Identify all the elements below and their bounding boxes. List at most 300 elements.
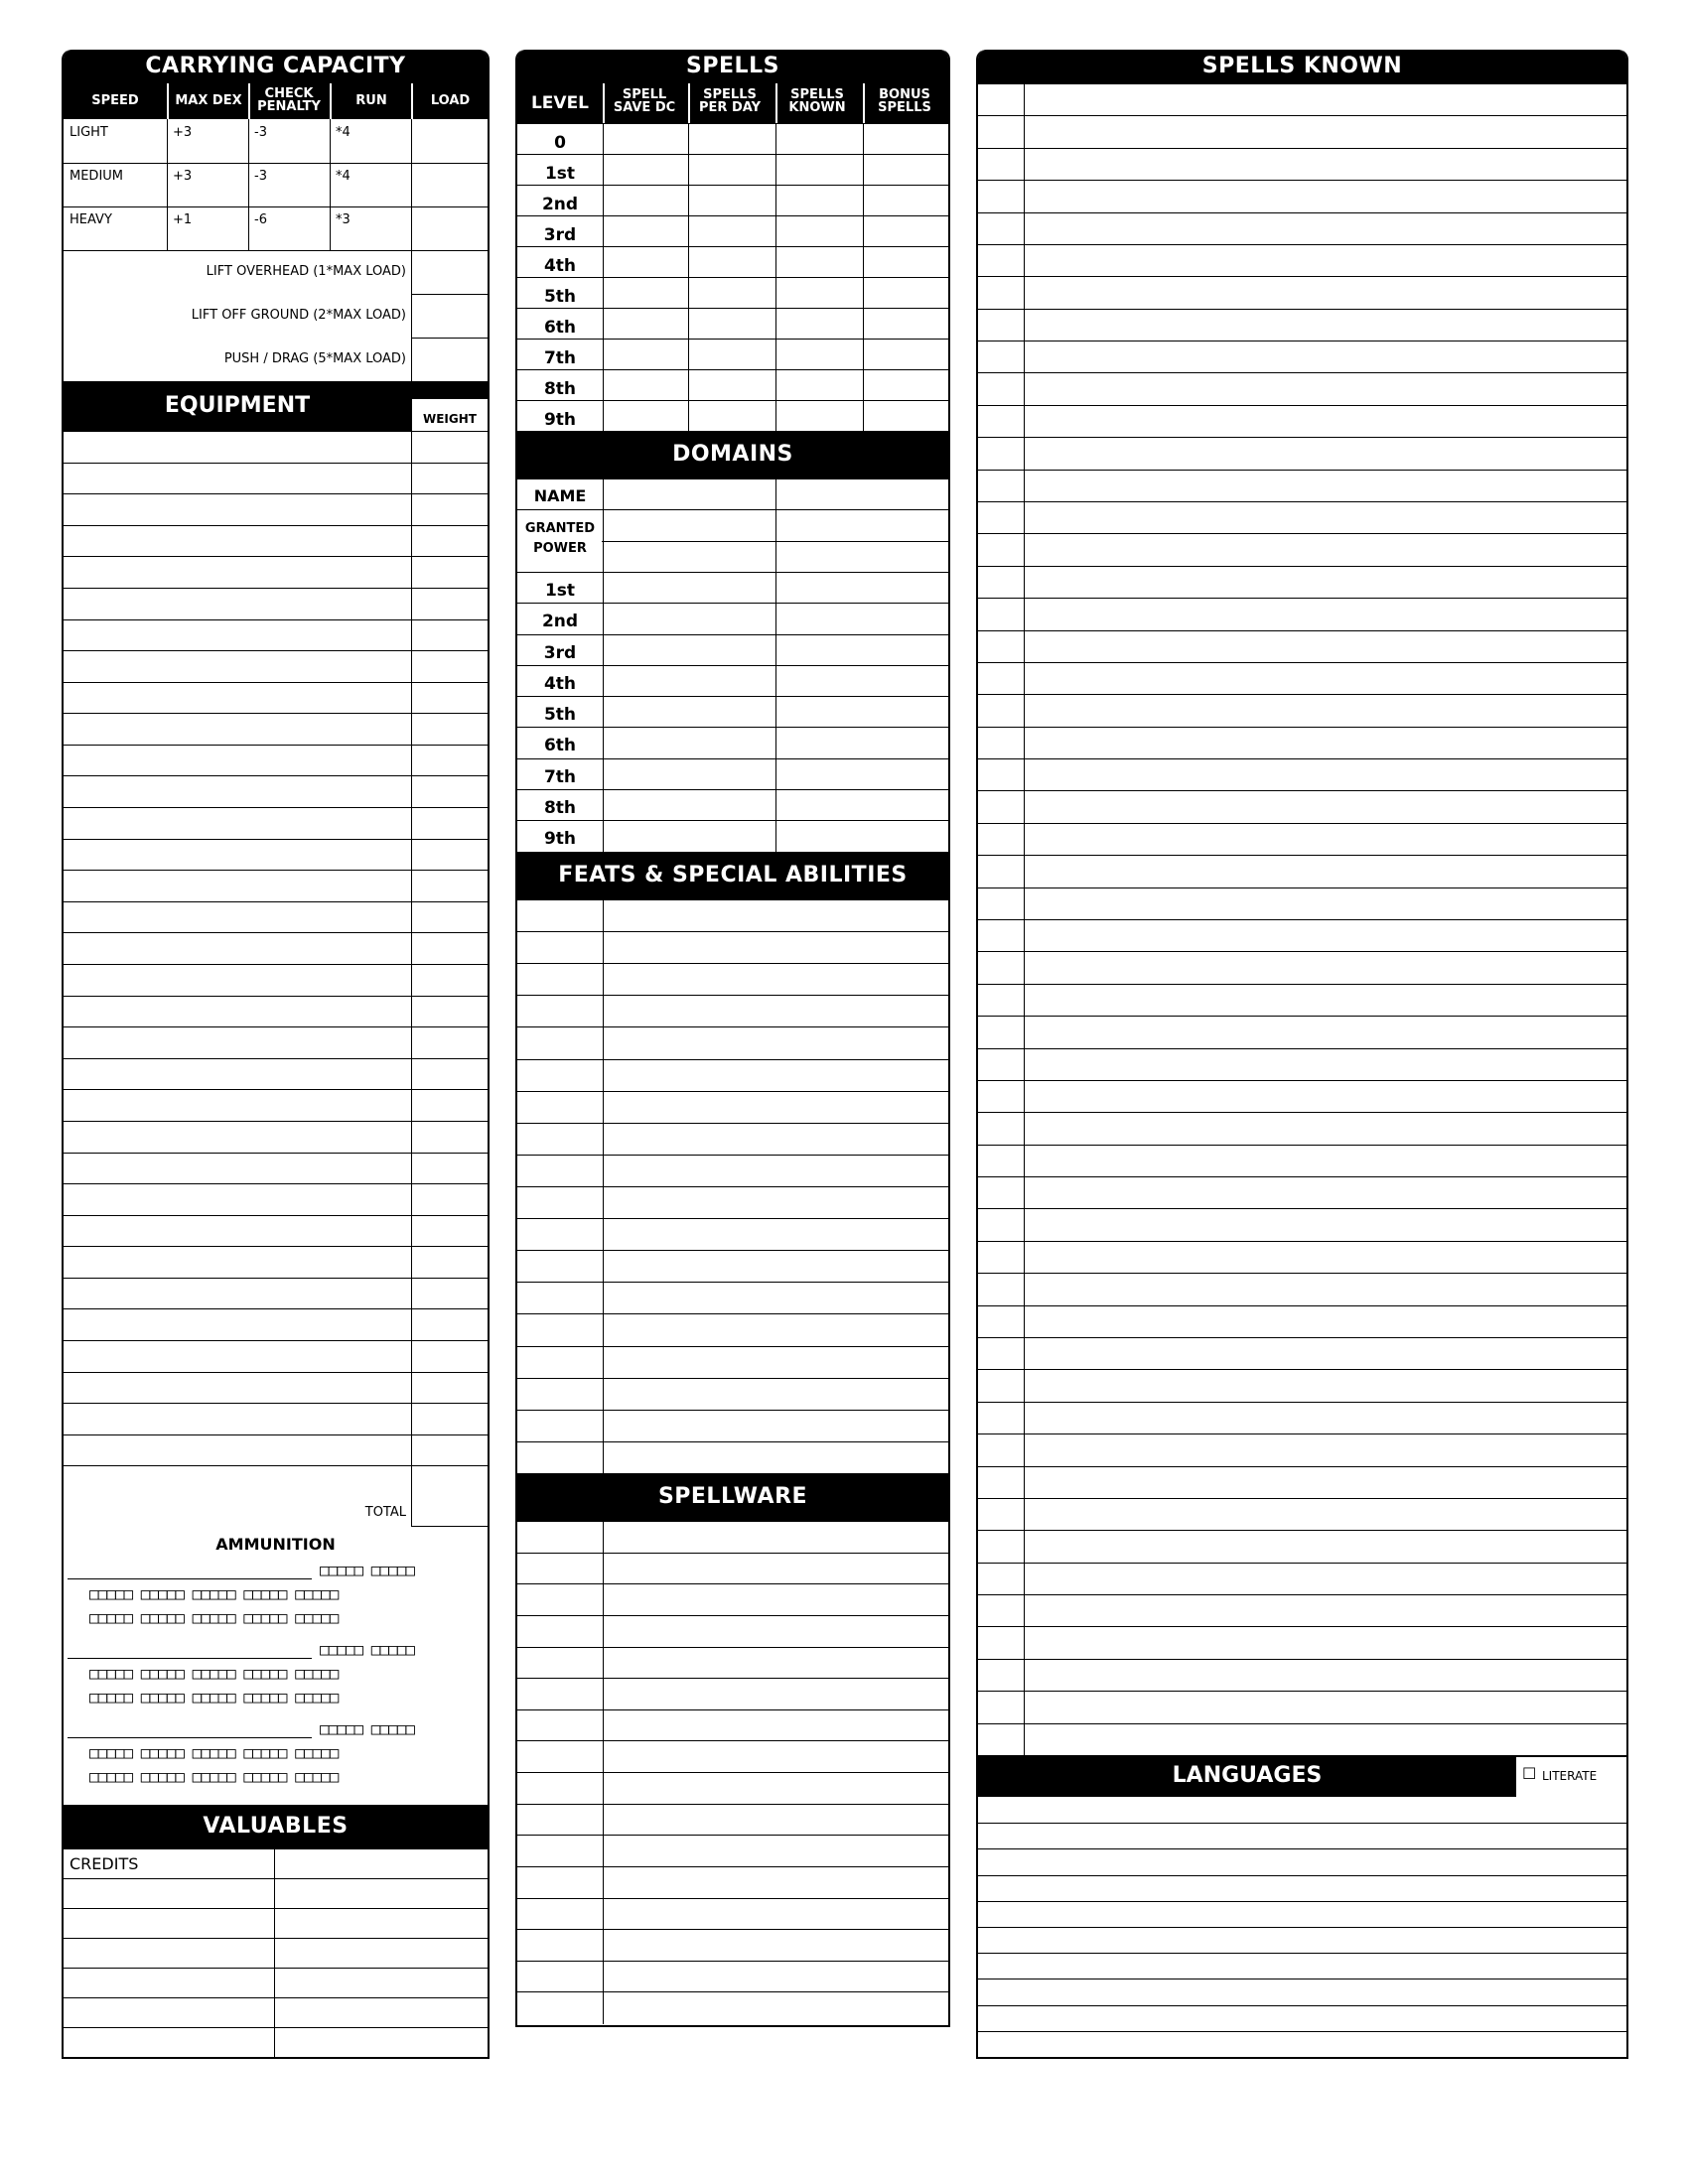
load-light-field[interactable] — [413, 121, 488, 163]
cell-divider — [775, 401, 776, 432]
feat-row[interactable] — [517, 1282, 948, 1313]
cell-divider — [775, 604, 776, 634]
load-heavy-field[interactable] — [413, 208, 488, 250]
spellware-row[interactable] — [517, 1866, 948, 1898]
ammo-name-line[interactable] — [68, 1578, 312, 1579]
cell-divider — [411, 1090, 412, 1122]
spellware-row[interactable] — [517, 1961, 948, 1992]
cell-divider — [411, 1184, 412, 1216]
spells-known-row[interactable] — [978, 855, 1626, 887]
feat-row[interactable] — [517, 1441, 948, 1473]
cell-divider — [1024, 406, 1025, 438]
ammo-boxes-short[interactable]: □□□□□ □□□□□ — [320, 1640, 414, 1659]
cell-divider — [603, 1187, 604, 1219]
cell-divider — [603, 401, 604, 432]
domain-name-label: NAME — [533, 486, 587, 505]
feat-row[interactable] — [517, 1123, 948, 1155]
cell-divider — [603, 1124, 604, 1156]
cell-divider — [411, 808, 412, 840]
cell-divider — [603, 1584, 604, 1616]
spell-level-label: 1st — [544, 164, 576, 184]
spells-known-row[interactable] — [978, 598, 1626, 629]
spells-known-row[interactable] — [978, 790, 1626, 822]
valuables-title: VALUABLES — [64, 1805, 488, 1848]
spellware-row[interactable] — [517, 1991, 948, 2023]
cell-divider — [775, 478, 776, 509]
spells-known-row[interactable] — [978, 1433, 1626, 1465]
cell-divider — [688, 340, 689, 370]
cell-divider — [1024, 373, 1025, 405]
spells-known-row[interactable] — [978, 951, 1626, 983]
domain-level-label: 3rd — [543, 642, 577, 663]
cell-divider — [411, 1466, 412, 1498]
equipment-row[interactable] — [64, 1153, 488, 1184]
cell-divider — [1024, 985, 1025, 1017]
ammo-boxes-row[interactable]: □□□□□ □□□□□ □□□□□ □□□□□ □□□□□ — [89, 1688, 339, 1706]
cell-divider — [775, 728, 776, 758]
cell-divider — [274, 1909, 275, 1939]
cell-divider — [1024, 1338, 1025, 1370]
equipment-row[interactable] — [64, 1340, 488, 1372]
spells-known-row[interactable] — [978, 148, 1626, 180]
language-row[interactable] — [978, 1979, 1626, 2004]
cell-divider — [1024, 1274, 1025, 1305]
cell-divider — [603, 1251, 604, 1283]
cell-divider — [775, 790, 776, 821]
spells-known-row[interactable] — [978, 1723, 1626, 1755]
spells-known-row[interactable] — [978, 823, 1626, 855]
cell-divider — [1024, 181, 1025, 212]
equipment-row[interactable] — [64, 713, 488, 745]
spells-known-list — [978, 83, 1626, 1755]
languages-title: LANGUAGES — [1172, 1763, 1323, 1788]
language-row[interactable] — [978, 1797, 1626, 1823]
cell-divider — [411, 1027, 412, 1059]
spells-known-row[interactable] — [978, 1016, 1626, 1047]
header-spell-save-dc: SPELL SAVE DC — [613, 87, 676, 115]
cell-divider — [1024, 567, 1025, 599]
header-divider — [411, 83, 413, 119]
header-bonus-spells: BONUS SPELLS — [878, 87, 931, 115]
spells-known-row[interactable] — [978, 1594, 1626, 1626]
cell-divider — [603, 1616, 604, 1648]
spells-known-row[interactable] — [978, 1530, 1626, 1562]
run-medium: *4 — [336, 169, 351, 184]
spells-known-row[interactable] — [978, 1176, 1626, 1208]
spellware-row[interactable] — [517, 1615, 948, 1647]
ammunition-title: AMMUNITION — [215, 1535, 336, 1554]
valuables-row[interactable] — [64, 1878, 488, 1908]
cell-divider — [411, 1154, 412, 1185]
cell-divider — [1024, 1724, 1025, 1756]
max-dex-heavy: +1 — [173, 212, 193, 227]
equipment-row[interactable] — [64, 431, 488, 463]
header-spells-per-day: SPELLS PER DAY — [699, 87, 761, 115]
spells-known-row[interactable] — [978, 919, 1626, 951]
domain-level-label: 2nd — [541, 612, 579, 632]
equipment-row[interactable] — [64, 493, 488, 525]
cell-divider — [411, 871, 412, 902]
valuables-row[interactable] — [64, 1908, 488, 1938]
equipment-row[interactable] — [64, 775, 488, 807]
cell-divider — [411, 746, 412, 777]
equipment-row[interactable] — [64, 1215, 488, 1247]
spellware-list — [517, 1521, 948, 2023]
spells-known-row[interactable] — [978, 276, 1626, 308]
push-drag-field[interactable] — [413, 340, 488, 381]
cell-divider — [1024, 663, 1025, 695]
cell-divider — [863, 309, 864, 340]
feat-row[interactable] — [517, 995, 948, 1026]
spells-known-row[interactable] — [978, 1659, 1626, 1691]
cell-divider — [1024, 1467, 1025, 1499]
equipment-row[interactable] — [64, 1465, 488, 1497]
cell-divider — [411, 965, 412, 997]
spells-known-row[interactable] — [978, 83, 1626, 115]
cell-divider — [603, 900, 604, 932]
spells-known-row[interactable] — [978, 630, 1626, 662]
spells-known-row[interactable] — [978, 984, 1626, 1016]
cell-divider — [688, 370, 689, 401]
cell-divider — [411, 1059, 412, 1091]
cell-divider — [603, 1899, 604, 1931]
equipment-row[interactable] — [64, 1183, 488, 1215]
cell-divider — [1024, 149, 1025, 181]
spellware-row[interactable] — [517, 1740, 948, 1772]
language-row[interactable] — [978, 2005, 1626, 2031]
spells-known-row[interactable] — [978, 115, 1626, 147]
language-row[interactable] — [978, 1927, 1626, 1953]
spellware-row[interactable] — [517, 1772, 948, 1804]
cell-divider — [603, 124, 604, 155]
ammo-boxes-row[interactable]: □□□□□ □□□□□ □□□□□ □□□□□ □□□□□ — [89, 1608, 339, 1627]
spellware-row[interactable] — [517, 1835, 948, 1866]
header-run: RUN — [355, 93, 387, 108]
ammo-boxes-row[interactable]: □□□□□ □□□□□ □□□□□ □□□□□ □□□□□ — [89, 1664, 339, 1683]
spells-known-row[interactable] — [978, 1369, 1626, 1401]
spells-known-row[interactable] — [978, 1498, 1626, 1530]
header-divider — [248, 83, 250, 119]
max-dex-medium: +3 — [173, 169, 193, 184]
spells-known-row[interactable] — [978, 1337, 1626, 1369]
equipment-row[interactable] — [64, 901, 488, 933]
equipment-row[interactable] — [64, 932, 488, 964]
cell-divider — [411, 1216, 412, 1248]
equipment-total-label: TOTAL — [364, 1505, 406, 1520]
feat-row[interactable] — [517, 899, 948, 931]
equipment-row[interactable] — [64, 745, 488, 776]
cell-divider — [603, 186, 604, 216]
spells-known-row[interactable] — [978, 501, 1626, 533]
cell-divider — [1024, 1242, 1025, 1274]
spells-known-row[interactable] — [978, 1241, 1626, 1273]
feat-row[interactable] — [517, 1186, 948, 1218]
cell-divider — [688, 309, 689, 340]
spells-title: SPELLS — [517, 50, 948, 83]
spells-known-row[interactable] — [978, 694, 1626, 726]
language-row[interactable] — [978, 1875, 1626, 1901]
cell-divider — [1024, 1017, 1025, 1048]
cell-divider — [863, 216, 864, 247]
cell-divider — [411, 1122, 412, 1154]
cell-divider — [603, 573, 604, 604]
spells-known-row[interactable] — [978, 1080, 1626, 1112]
cell-divider — [1024, 952, 1025, 984]
header-spells-known: SPELLS KNOWN — [788, 87, 846, 115]
feat-row[interactable] — [517, 1059, 948, 1091]
cell-divider — [603, 1092, 604, 1124]
cell-divider — [1024, 1403, 1025, 1434]
cell-divider — [863, 247, 864, 278]
domain-level-label: 1st — [544, 580, 576, 601]
spells-known-row[interactable] — [978, 180, 1626, 211]
equipment-row[interactable] — [64, 1089, 488, 1121]
feat-row[interactable] — [517, 1250, 948, 1282]
language-row[interactable] — [978, 1901, 1626, 1927]
cell-divider — [1024, 1113, 1025, 1145]
equipment-row[interactable] — [64, 996, 488, 1027]
feat-row[interactable] — [517, 1410, 948, 1441]
language-row[interactable] — [978, 2031, 1626, 2057]
feat-row[interactable] — [517, 1091, 948, 1123]
domain-top-rule — [517, 478, 948, 479]
cell-divider — [603, 1379, 604, 1411]
equipment-row[interactable] — [64, 525, 488, 557]
cell-divider — [603, 1314, 604, 1346]
equipment-row[interactable] — [64, 807, 488, 839]
spellware-row[interactable] — [517, 1678, 948, 1709]
equipment-row[interactable] — [64, 870, 488, 901]
cell-divider — [603, 1867, 604, 1899]
spellware-row[interactable] — [517, 1583, 948, 1615]
cell-divider — [603, 635, 604, 666]
cell-divider — [603, 309, 604, 340]
header-max-dex: MAX DEX — [175, 93, 242, 108]
cell-divider — [411, 620, 412, 652]
feat-row[interactable] — [517, 963, 948, 995]
cell-divider — [603, 759, 604, 790]
valuables-row[interactable] — [64, 1968, 488, 1997]
spell-level-label: 2nd — [541, 195, 579, 214]
cell-divider — [603, 1773, 604, 1805]
spells-known-row[interactable] — [978, 405, 1626, 437]
equipment-row[interactable] — [64, 650, 488, 682]
language-row[interactable] — [978, 1848, 1626, 1874]
equipment-row[interactable] — [64, 1308, 488, 1340]
cell-divider — [603, 510, 604, 541]
spells-known-row[interactable] — [978, 372, 1626, 404]
spells-known-row[interactable] — [978, 758, 1626, 790]
spellware-row[interactable] — [517, 1647, 948, 1679]
cell-divider — [411, 1435, 412, 1467]
equipment-row[interactable] — [64, 556, 488, 588]
cell-divider — [1024, 471, 1025, 502]
cell-divider — [603, 1554, 604, 1585]
cell-divider — [1024, 759, 1025, 791]
domain-level-label: 5th — [543, 705, 577, 726]
cell-divider — [603, 1060, 604, 1092]
spells-known-row[interactable] — [978, 212, 1626, 244]
cell-divider — [775, 510, 776, 541]
cell-divider — [411, 902, 412, 934]
cell-divider — [411, 1373, 412, 1405]
ammo-name-line[interactable] — [68, 1737, 312, 1738]
cell-divider — [411, 1247, 412, 1279]
feat-row[interactable] — [517, 1378, 948, 1410]
feat-row[interactable] — [517, 1346, 948, 1378]
cell-divider — [1024, 277, 1025, 309]
cell-divider — [1024, 728, 1025, 759]
equipment-row[interactable] — [64, 682, 488, 714]
cell-divider — [775, 309, 776, 340]
equipment-row[interactable] — [64, 1403, 488, 1434]
left-column — [62, 50, 490, 2059]
spellware-row[interactable] — [517, 1929, 948, 1961]
speed-heavy: HEAVY — [70, 212, 112, 227]
spells-known-row[interactable] — [978, 533, 1626, 565]
ammo-boxes-row[interactable]: □□□□□ □□□□□ □□□□□ □□□□□ □□□□□ — [89, 1767, 339, 1786]
feats-title: FEATS & SPECIAL ABILITIES — [517, 852, 948, 899]
cell-divider — [1024, 1595, 1025, 1627]
spells-known-row[interactable] — [978, 341, 1626, 372]
ammo-boxes-row[interactable]: □□□□□ □□□□□ □□□□□ □□□□□ □□□□□ — [89, 1584, 339, 1603]
spells-known-row[interactable] — [978, 1563, 1626, 1594]
language-row[interactable] — [978, 1953, 1626, 1979]
cell-divider — [603, 666, 604, 697]
spellware-row[interactable] — [517, 1804, 948, 1836]
spells-known-row[interactable] — [978, 887, 1626, 919]
cell-divider — [863, 278, 864, 309]
ammo-boxes-row[interactable]: □□□□□ □□□□□ □□□□□ □□□□□ □□□□□ — [89, 1743, 339, 1762]
cell-divider — [1024, 1660, 1025, 1692]
cell-divider — [1024, 1434, 1025, 1466]
cell-divider — [603, 1741, 604, 1773]
cell-divider — [603, 1710, 604, 1742]
valuables-row[interactable] — [64, 1997, 488, 2027]
equipment-row[interactable] — [64, 964, 488, 996]
equipment-row[interactable] — [64, 619, 488, 651]
spells-known-row[interactable] — [978, 1305, 1626, 1337]
spells-known-row[interactable] — [978, 309, 1626, 341]
cell-divider — [411, 464, 412, 495]
spells-known-row[interactable] — [978, 244, 1626, 276]
domains-title: DOMAINS — [517, 431, 948, 478]
spellware-row[interactable] — [517, 1709, 948, 1741]
spell-level-label: 3rd — [543, 225, 577, 245]
language-row[interactable] — [978, 1823, 1626, 1848]
ammo-boxes-short[interactable]: □□□□□ □□□□□ — [320, 1719, 414, 1738]
spells-known-row[interactable] — [978, 1273, 1626, 1304]
feat-row[interactable] — [517, 1026, 948, 1058]
spells-known-row[interactable] — [978, 662, 1626, 694]
equipment-row[interactable] — [64, 1278, 488, 1309]
literate-checkbox-cell[interactable] — [1516, 1757, 1626, 1797]
cell-divider — [411, 714, 412, 746]
spells-known-row[interactable] — [978, 1691, 1626, 1722]
check-penalty-medium: -3 — [254, 169, 267, 184]
cell-divider — [775, 278, 776, 309]
spells-known-row[interactable] — [978, 727, 1626, 758]
literate-checkbox-icon[interactable]: ☐ — [1522, 1764, 1537, 1783]
domain-level-label: 6th — [543, 736, 577, 756]
spells-known-row[interactable] — [978, 1112, 1626, 1144]
valuables-list — [64, 1848, 488, 2057]
cell-divider — [775, 155, 776, 186]
cell-divider — [603, 1679, 604, 1710]
cell-divider — [603, 1027, 604, 1059]
cell-divider — [1024, 856, 1025, 887]
lift-off-ground-field[interactable] — [413, 296, 488, 338]
lift-overhead-field[interactable] — [413, 252, 488, 294]
feat-row[interactable] — [517, 1218, 948, 1250]
equipment-row[interactable] — [64, 839, 488, 871]
cell-divider — [1024, 888, 1025, 920]
cell-divider — [1024, 1049, 1025, 1081]
cell-divider — [603, 1156, 604, 1187]
domain-level-label: 8th — [543, 798, 577, 818]
equipment-row[interactable] — [64, 1434, 488, 1466]
cell-divider — [1024, 1370, 1025, 1402]
spells-known-row[interactable] — [978, 1208, 1626, 1240]
cell-divider — [775, 124, 776, 155]
max-dex-light: +3 — [173, 125, 193, 140]
equipment-row[interactable] — [64, 1026, 488, 1058]
header-divider — [167, 83, 169, 119]
cell-divider — [603, 247, 604, 278]
spells-known-row[interactable] — [978, 1145, 1626, 1176]
spells-known-row[interactable] — [978, 1626, 1626, 1658]
feat-row[interactable] — [517, 1313, 948, 1345]
equipment-row[interactable] — [64, 1058, 488, 1090]
valuables-row[interactable] — [64, 1938, 488, 1968]
cell-divider — [603, 370, 604, 401]
spells-known-row[interactable] — [978, 1048, 1626, 1080]
cell-divider — [274, 1998, 275, 2028]
spellware-row[interactable] — [517, 1521, 948, 1553]
equipment-row[interactable] — [64, 588, 488, 619]
feat-row[interactable] — [517, 1155, 948, 1186]
ammo-name-line[interactable] — [68, 1658, 312, 1659]
cell-divider — [1024, 1081, 1025, 1113]
spells-known-row[interactable] — [978, 1466, 1626, 1498]
spellware-row[interactable] — [517, 1553, 948, 1584]
equipment-row[interactable] — [64, 1246, 488, 1278]
cell-divider — [603, 542, 604, 573]
header-level: LEVEL — [530, 93, 590, 113]
equipment-total-field[interactable] — [411, 1497, 488, 1527]
equipment-row[interactable] — [64, 463, 488, 494]
spells-known-row[interactable] — [978, 1402, 1626, 1433]
equipment-row[interactable] — [64, 1372, 488, 1404]
load-medium-field[interactable] — [413, 165, 488, 206]
spells-known-row[interactable] — [978, 437, 1626, 469]
cell-divider — [603, 1219, 604, 1251]
spellware-title: SPELLWARE — [517, 1473, 948, 1521]
spellware-row[interactable] — [517, 1898, 948, 1930]
spells-known-row[interactable] — [978, 470, 1626, 501]
valuables-row[interactable] — [64, 2027, 488, 2057]
spell-level-label: 0 — [554, 133, 566, 153]
cell-divider — [1024, 502, 1025, 534]
spells-known-row[interactable] — [978, 566, 1626, 598]
feat-row[interactable] — [517, 931, 948, 963]
cell-divider — [274, 1969, 275, 1998]
cell-divider — [1024, 310, 1025, 341]
ammo-boxes-short[interactable]: □□□□□ □□□□□ — [320, 1561, 414, 1579]
cell-divider — [688, 216, 689, 247]
cell-divider — [1024, 341, 1025, 373]
equipment-row[interactable] — [64, 1121, 488, 1153]
